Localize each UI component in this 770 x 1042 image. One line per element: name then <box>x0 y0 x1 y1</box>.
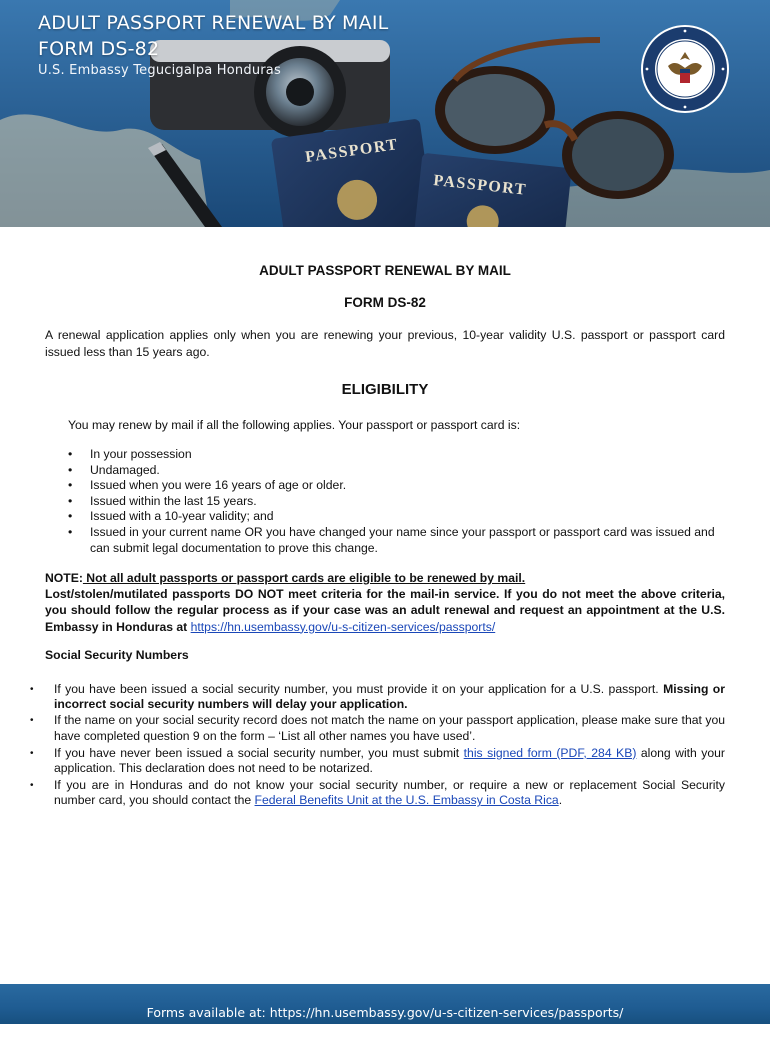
bullet-icon: • <box>30 780 34 792</box>
list-item <box>30 778 725 808</box>
note-paragraph <box>45 570 725 635</box>
list-item-text: Issued when you were 16 years of age or older. <box>90 478 347 493</box>
list-item-text: Undamaged. <box>90 462 160 477</box>
ssn-heading: Social Security Numbers <box>45 648 189 662</box>
ssn-item-text: If you have never been issued a social security number, you must submit <box>54 745 464 760</box>
note-underlined: Not all adult passports or passport cards are eligible to be renewed by mail. <box>82 571 526 585</box>
list-item <box>68 525 728 556</box>
list-item-text: Issued within the last 15 years. <box>90 493 257 508</box>
document-heading: ADULT PASSPORT RENEWAL BY MAIL <box>259 263 511 278</box>
banner-subtitle: U.S. Embassy Tegucigalpa Honduras <box>38 63 281 78</box>
eligibility-intro: You may renew by mail if all the following applies. Your passport or passport card is: <box>68 418 521 432</box>
bullet-icon: • <box>68 462 73 477</box>
ssn-item-text: along with your application. This declaration does not need to be notarized. <box>54 745 725 776</box>
list-item <box>68 463 728 479</box>
footer-text: Forms available at: https://hn.usembassy.gov/u-s-citizen-services/passports/ <box>146 1005 624 1020</box>
form-number: FORM DS-82 <box>344 295 426 310</box>
list-item <box>30 746 725 776</box>
bullet-icon: • <box>30 747 34 759</box>
list-item <box>30 713 725 743</box>
list-item <box>68 509 728 525</box>
list-item-text: Issued with a 10-year validity; and <box>90 509 274 524</box>
banner-title-line2: FORM DS-82 <box>38 38 160 60</box>
list-item <box>68 494 728 510</box>
bullet-icon: • <box>68 493 73 508</box>
federal-benefits-link[interactable]: Federal Benefits Unit at the U.S. Embassy in Costa Rica <box>254 793 559 808</box>
ssn-item-text: . <box>558 793 563 808</box>
bullet-icon: • <box>30 684 34 695</box>
list-item-text: In your possession <box>90 447 192 461</box>
list-item <box>68 478 728 494</box>
department-of-state-seal-icon <box>640 24 730 114</box>
ssn-item-text: If you are in Honduras and do not know your social security number, or require a new or replacement Social Security number card, you should contact the <box>54 778 725 808</box>
passport-label-2: PASSPORT <box>432 172 528 199</box>
ssn-item-bold: Missing or incorrect social security numbers will delay your application. <box>54 682 725 712</box>
header-banner <box>0 0 770 227</box>
bullet-icon: • <box>68 478 73 493</box>
list-item-text: Issued in your current name OR you have changed your name since your passport or passport card was issued and can submit legal documentation to prove this change. <box>90 524 715 555</box>
ssn-item-text: If the name on your social security record does not match the name on your passport application, please make sure that you have completed question 9 on the form – ‘List all other names you have used’. <box>54 713 725 743</box>
bullet-icon: • <box>68 509 73 524</box>
banner-title-line1: ADULT PASSPORT RENEWAL BY MAIL <box>38 12 389 34</box>
signed-form-link[interactable]: this signed form (PDF, 284 KB) <box>463 745 637 760</box>
passport-label-1: PASSPORT <box>304 136 400 166</box>
note-text: Lost/stolen/mutilated passports DO NOT meet criteria for the mail-in service. If you do not meet the above criteria, you should follow the regular process as if your case was an adult renewal and request an appointment at the U.S. Embassy in Honduras at <box>45 587 725 634</box>
ssn-list <box>30 682 725 809</box>
bullet-icon: • <box>68 524 73 539</box>
list-item <box>30 682 725 712</box>
eligibility-list <box>68 447 728 556</box>
footer-bar <box>0 984 770 1024</box>
bullet-icon: • <box>30 715 34 727</box>
note-label: NOTE: <box>45 571 83 585</box>
ssn-item-text: If you have been issued a social security number, you must provide it on your application for a U.S. passport. <box>54 682 664 696</box>
intro-paragraph: A renewal application applies only when you are renewing your previous, 10-year validity U.S. passport or passport card issued less than 15 years ago. <box>45 328 725 359</box>
bullet-icon: • <box>68 447 73 461</box>
list-item <box>68 447 728 463</box>
passports-link[interactable]: https://hn.usembassy.gov/u-s-citizen-services/passports/ <box>190 619 496 634</box>
eligibility-heading: ELIGIBILITY <box>341 381 429 398</box>
